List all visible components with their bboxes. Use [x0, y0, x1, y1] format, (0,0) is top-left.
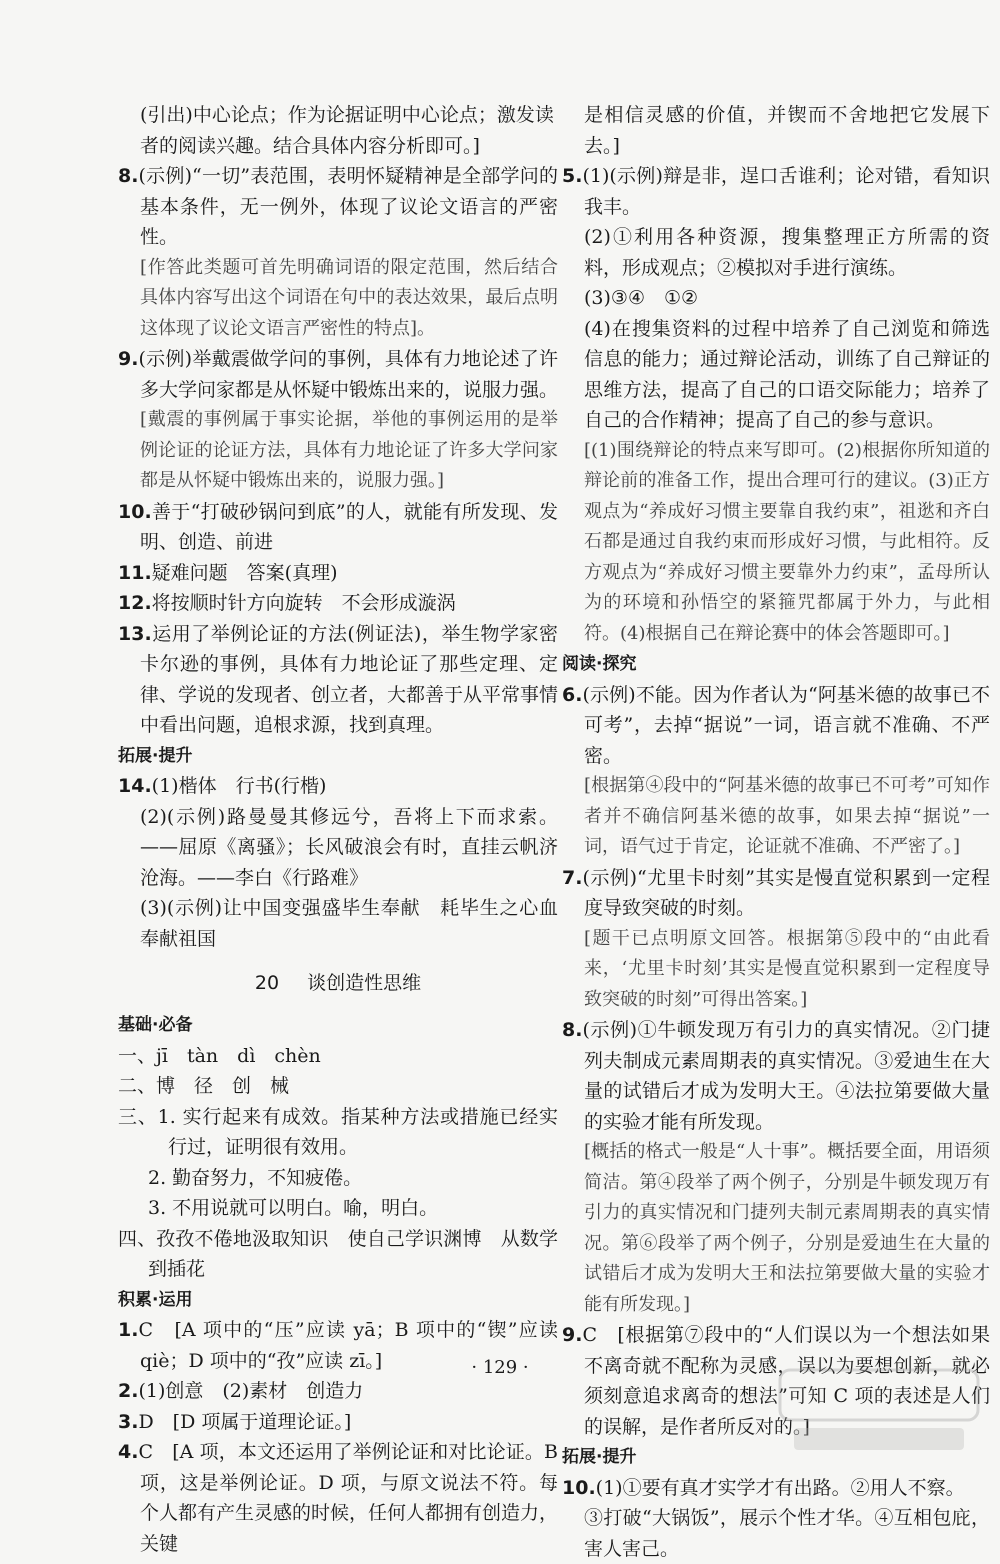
question-13: 13.运用了举例论证的方法(例证法)，举生物学家密卡尔逊的事例，具体有力地论证了那些定理、定律、学说的发现者、创立者，大都善于从平常事情中看出问题，追根求源，找到真理。	[118, 622, 559, 736]
answer-text: 3. 不用说就可以明白。喻，明白。	[148, 1197, 439, 1219]
answer-text: (2)①利用各种资源，搜集整理正方所需的资料，形成观点；②模拟对手进行演练。	[584, 226, 990, 279]
question-9: 9.(示例)举戴震做学问的事例，具体有力地论述了许多大学问家都是从怀疑中锻炼出来的，说服力强。	[118, 348, 559, 401]
question-2: 2.(1)创意 (2)素材 创造力	[118, 1380, 364, 1402]
answer-text: 三、1. 实行起来有成效。指某种方法或措施已经实行过，证明很有效用。	[118, 1105, 558, 1158]
analysis-note: [概括的格式一般是“人十事”。概括要全面，用语须简洁。第④段举了两个例子，分别是牛顿发现万有引力的真实情况和门捷列夫制元素周期表的真实情况。第⑥段举了两个例子，分别是爱迪生在大量的试错后才成为发明大王和法拉第要做大量的实验才能有所发现。]	[584, 1141, 990, 1315]
section-heading: 基础·必备	[118, 1015, 193, 1035]
answer-text: 是相信灵感的价值，并锲而不舍地把它发展下去。]	[584, 104, 990, 157]
analysis-note: [(1)围绕辩论的特点来写即可。(2)根据你所知道的辩论前的准备工作，提出合理可行的建议。(3)正方观点为“养成好习惯主要靠自我约束”，祖逖和齐白石都是通过自我约束而形成好习惯，与此相符。反方观点为“养成好习惯主要靠外力约束”，孟母所认为的环境和孙悟空的紧箍咒都属于外力，与此相符。(4)根据自己在辩论赛中的体会答题即可。]	[584, 439, 990, 644]
answer-text: (4)在搜集资料的过程中培养了自己浏览和筛选信息的能力；通过辩论活动，训练了自己辩证的思维方法，提高了自己的口语交际能力；培养了自己的合作精神；提高了自己的参与意识。	[584, 317, 990, 431]
analysis-note: [根据第④段中的“阿基米德的故事已不可考”可知作者并不确信阿基米德的故事，如果去掉“据说”一词，语气过于肯定，论证就不准确、不严密了。]	[584, 775, 990, 857]
watermark-logo	[774, 1360, 984, 1460]
lesson-title: 20 谈创造性思维	[254, 972, 422, 994]
question-10: 10.(1)①要有真才实学才有出路。②用人不察。	[562, 1476, 965, 1499]
section-heading: 拓展·提升	[118, 745, 193, 766]
answer-text: (3)(示例)让中国变强盛毕生奉献 耗毕生之心血奉献祖国	[140, 897, 558, 950]
question-7: 7.(示例)“尤里卡时刻”其实是慢直觉积累到一定程度导致突破的时刻。	[562, 866, 990, 919]
page-number: · 129 ·	[471, 1357, 529, 1378]
answer-text: 者的阅读兴趣。结合具体内容分析即可。]	[140, 134, 480, 157]
section-heading: 积累·运用	[118, 1289, 193, 1310]
analysis-note: [作答此类题可首先明确词语的限定范围，然后结合具体内容写出这个词语在句中的表达效果，最后点明这体现了议论文语言严密性的特点]。	[140, 256, 558, 339]
left-column	[118, 100, 558, 1559]
answer-text: 四、孜孜不倦地汲取知识 使自己学识渊博 从数学到插花	[118, 1227, 558, 1280]
question-6: 6.(示例)不能。因为作者认为“阿基米德的故事已不可考”，去掉“据说”一词，语言就不准确、不严密。	[562, 683, 990, 767]
right-column	[562, 100, 990, 1564]
question-5: 5.(1)(示例)辩是非，逞口舌谁利；论对错，看知识我丰。	[562, 165, 990, 218]
question-1: 1.C [A 项中的“压”应读 yā；B 项中的“锲”应读 qiè；D 项中的“孜”应读 zī。]	[118, 1319, 558, 1372]
question-10: 10.善于“打破砂锅问到底”的人，就能有所发现、发明、创造、前进	[118, 500, 558, 553]
question-4: 4.C [A 项，本文还运用了举例论证和对比论证。B 项，这是举例论证。D 项，与原文说法不符。每个人都有产生灵感的时候，任何人都拥有创造力，关键	[118, 1441, 559, 1555]
question-8: 8.(示例)①牛顿发现万有引力的真实情况。②门捷列夫制成元素周期表的真实情况。③爱迪生在大量的试错后才成为发明大王。④法拉第要做大量的实验才能有所发现。	[562, 1019, 990, 1133]
answer-text: (3)③④ ①②	[584, 287, 699, 309]
question-3: 3.D [D 项属于道理论证。]	[118, 1410, 352, 1433]
question-11: 11.疑难问题 答案(真理)	[118, 561, 338, 584]
question-12: 12.将按顺时针方向旋转 不会形成漩涡	[118, 592, 456, 614]
answer-text: ③打破“大锅饭”，展示个性才华。④互相包庇，害人害己。	[584, 1507, 990, 1560]
analysis-note: [题干已点明原文回答。根据第⑤段中的“由此看来，‘尤里卡时刻’其实是慢直觉积累到一定程度导致突破的时刻”可得出答案。]	[584, 927, 990, 1010]
answer-text: 2. 勤奋努力，不知疲倦。	[148, 1166, 363, 1189]
section-heading: 拓展·提升	[562, 1447, 637, 1467]
question-14: 14.(1)楷体 行书(行楷)	[118, 775, 327, 797]
answer-text: (引出)中心论点；作为论据证明中心论点；激发读	[140, 104, 554, 126]
question-8: 8.(示例)“一切”表范围，表明怀疑精神是全部学问的基本条件，无一例外，体现了议论文语言的严密性。	[118, 165, 558, 248]
analysis-note: [戴震的事例属于事实论据，举他的事例运用的是举例论证的论证方法，具体有力地论证了许多大学问家都是从怀疑中锻炼出来的，说服力强。]	[140, 409, 558, 491]
answer-text: (2)(示例)路曼曼其修远兮，吾将上下而求索。——屈原《离骚》；长风破浪会有时，直挂云帆济沧海。——李白《行路难》	[140, 805, 558, 889]
answer-text: 二、博 径 创 械	[118, 1075, 290, 1097]
question-9: 9.C [根据第⑦段中的“人们误以为一个想法如果不离奇就不配称为灵感，误以为要想创新，就必须刻意追求离奇的想法”可知 C 项的表述是人们的误解，是作者所反对的。]	[562, 1324, 990, 1438]
answer-text: 一、jī tàn dì chèn	[118, 1044, 321, 1067]
section-heading: 阅读·探究	[562, 654, 637, 674]
